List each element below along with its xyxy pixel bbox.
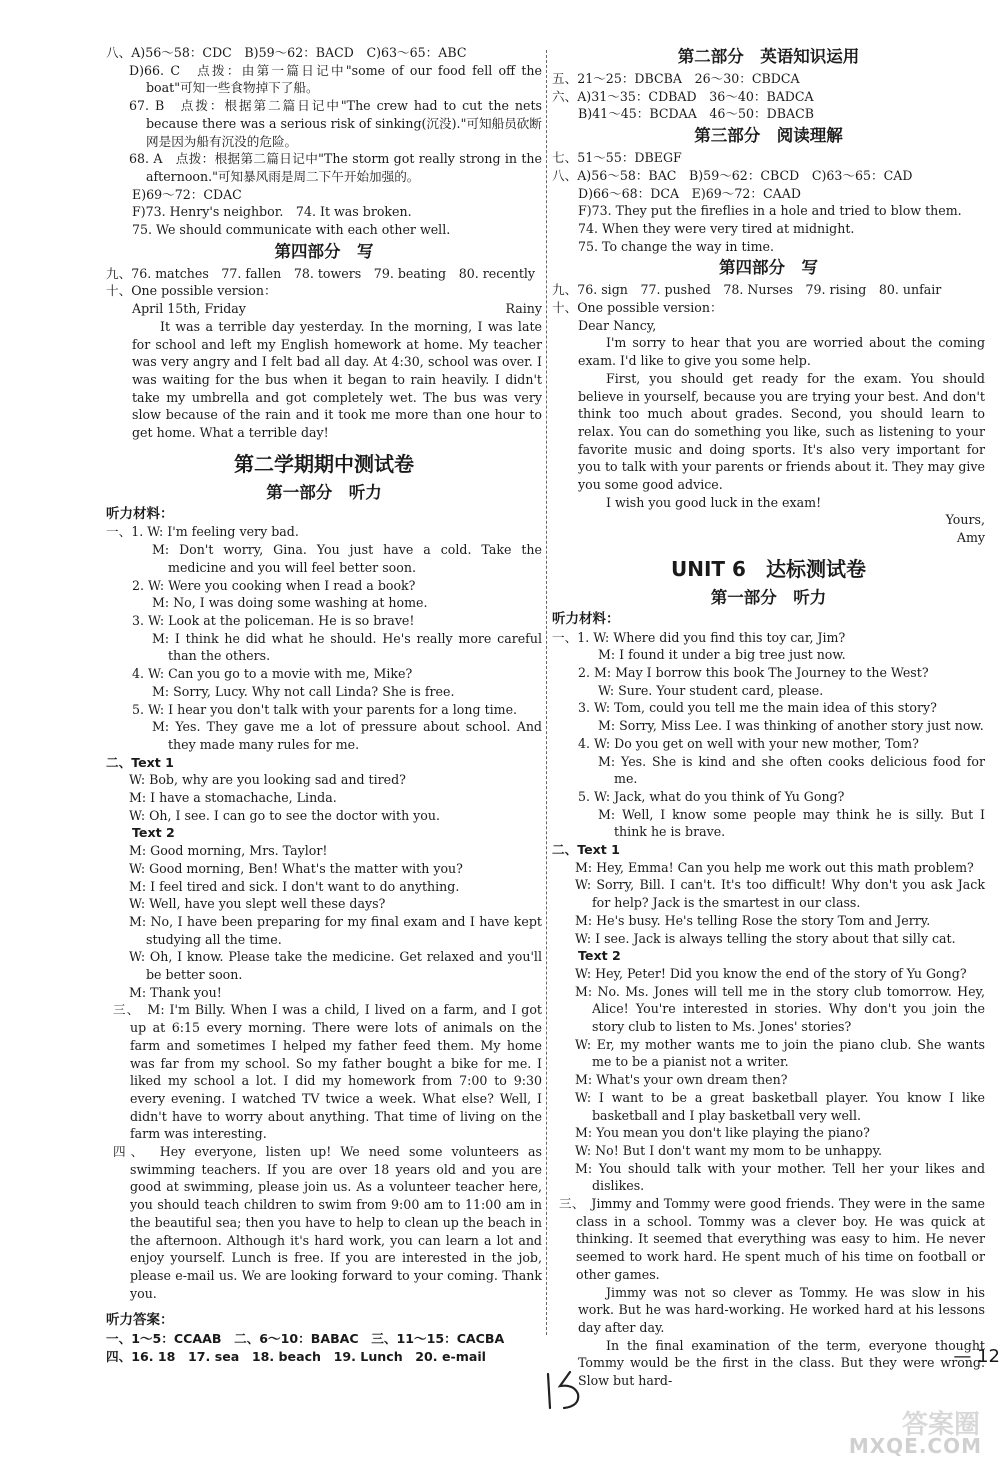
dialogue-line: 3. W: Tom, could you tell me the main idea of this story? bbox=[578, 700, 937, 716]
dialogue-line: W: Hey, Peter! Did you know the end of the story of Yu Gong? bbox=[575, 965, 967, 981]
dialogue-line: M: Yes. They gave me a lot of pressure about school. And they made many rules for me. bbox=[152, 719, 542, 752]
dialogue-line: 5. W: Jack, what do you think of Yu Gong? bbox=[578, 788, 845, 804]
dialogue-line: M: I think he did what he should. He's really more careful than the others. bbox=[152, 630, 542, 664]
dialogue-line: M: I found it under a big tree just now. bbox=[598, 647, 846, 663]
section-title: 第四部分 写 bbox=[719, 258, 818, 278]
diary-date: April 15th, Friday bbox=[132, 301, 246, 317]
letter-greeting: Dear Nancy, bbox=[578, 317, 657, 333]
answer-line: 75. To change the way in time. bbox=[578, 238, 775, 254]
handwritten-mark bbox=[540, 1368, 590, 1416]
answer-line: 四、16. 18 17. sea 18. beach 19. Lunch 20. e-mail bbox=[106, 1348, 486, 1364]
dialogue-line: 2. M: May I borrow this book The Journey to the West? bbox=[578, 664, 929, 680]
answer-line: E)69～72：CDAC bbox=[132, 186, 242, 202]
section-title: 第三部分 阅读理解 bbox=[694, 126, 843, 146]
answer-line: 九、76. matches 77. fallen 78. towers 79. beating 80. recently bbox=[106, 265, 536, 281]
section-title: 第一部分 听力 bbox=[266, 482, 382, 502]
dialogue-line: W: Good morning, Ben! What's the matter with you? bbox=[129, 860, 463, 876]
answer-line: 六、A)31～35：CDBAD 36～40：BADCA bbox=[552, 88, 814, 104]
column-divider bbox=[546, 50, 547, 1335]
page-number: — 12 bbox=[953, 1346, 1000, 1367]
passage: 三、 Jimmy and Tommy were good friends. They were in the same class in a school. Tommy was a clever boy. He was quick at thinking. It seemed that everything was easy to him. He never seemed to work hard. He spent much of his time on football or other games. bbox=[559, 1196, 985, 1282]
dialogue-line: W: Sorry, Bill. I can't. It's too difficult! Why don't you ask Jack for help? Jack is the smartest in our class. bbox=[575, 877, 985, 911]
answer-line: 八、A)56～58：BAC B)59～62：CBCD C)63～65：CAD bbox=[552, 167, 913, 183]
watermark-logo: 答案圈 bbox=[901, 1410, 980, 1440]
answer-line: D)66～68：DCA E)69～72：CAAD bbox=[578, 185, 801, 201]
section-title: 第二部分 英语知识运用 bbox=[677, 47, 860, 66]
listening-label: 听力材料： bbox=[552, 610, 620, 627]
answer-line: F)73. They put the fireflies in a hole and tried to blow them. bbox=[578, 203, 962, 219]
test-title: UNIT 6 达标测试卷 bbox=[671, 556, 866, 581]
answer-line: 68. A 点拨：根据第二篇日记中"The storm got really strong in the afternoon."可知暴风雨是周二下午开始加强的。 bbox=[129, 151, 542, 184]
dialogue-line: M: Thank you! bbox=[129, 984, 222, 1000]
answer-line: 五、21～25：DBCBA 26～30：CBDCA bbox=[552, 71, 800, 86]
dialogue-line: W: Bob, why are you looking sad and tired? bbox=[129, 772, 406, 788]
diary-header bbox=[106, 300, 542, 318]
dialogue-line: M: Good morning, Mrs. Taylor! bbox=[129, 843, 328, 859]
dialogue-line: M: Well, I know some people may think he is silly. But I think he is brave. bbox=[598, 806, 985, 840]
dialogue-line: M: No, I have been preparing for my final exam and I have kept studying all the time. bbox=[129, 913, 542, 947]
answer-line: 七、51～55：DBEGF bbox=[552, 150, 682, 166]
answer-line: B)41～45：BCDAA 46～50：DBACB bbox=[578, 106, 814, 122]
dialogue-line: 一、1. W: Where did you find this toy car, Jim? bbox=[552, 629, 846, 645]
dialogue-line: M: I have a stomachache, Linda. bbox=[129, 790, 337, 806]
dialogue-line: M: Yes. She is kind and she often cooks delicious food for me. bbox=[598, 753, 985, 787]
letter-closing: Yours, bbox=[945, 512, 985, 528]
dialogue-line: W: Well, have you slept well these days? bbox=[129, 896, 386, 912]
dialogue-line: W: I want to be a great basketball player. You know I like basketball and I play basketball very well. bbox=[575, 1089, 985, 1123]
dialogue-line: M: You mean you don't like playing the piano? bbox=[575, 1125, 870, 1141]
answer-line: F)73. Henry's neighbor. 74. It was broken. bbox=[132, 204, 412, 220]
answer-line: 八、A)56～58：CDC B)59～62：BACD C)63～65：ABC bbox=[106, 45, 467, 60]
answer-line: D)66. C 点拨：由第一篇日记中"some of our food fell off the boat"可知一些食物掉下了船。 bbox=[129, 62, 542, 96]
dialogue-line: M: You should talk with your mother. Tell her your likes and dislikes. bbox=[575, 1160, 985, 1194]
dialogue-line: W: No! But I don't want my mom to be unhappy. bbox=[575, 1142, 883, 1158]
dialogue-line: 4. W: Do you get on well with your new mother, Tom? bbox=[578, 735, 919, 751]
passage: 四、 Hey everyone, listen up! We need some volunteers as swimming teachers. If you are over 18 years old and you are good at swimming, please join us. As a volunteer teacher here, you should teach children to swim from 9:00 am to 11:00 am in the beautiful sea; then you have to help to clean up the beach in the afternoon. Although it's hard work, you can learn a lot and enjoy yourself. Lunch is free. If you are interested in the job, please e-mail us. We are looking forward to your coming. Thank you. bbox=[113, 1144, 542, 1301]
dialogue-line: M: Hey, Emma! Can you help me work out this math problem? bbox=[575, 859, 974, 875]
dialogue-line: M: Sorry, Miss Lee. I was thinking of another story just now. bbox=[598, 718, 984, 734]
answer-line: 67. B 点拨：根据第二篇日记中"The crew had to cut the nets because there was a serious risk of sinking(沉没)."可知船员砍断网是因为船有沉没的危险。 bbox=[129, 98, 542, 149]
letter-signature: Amy bbox=[956, 530, 985, 546]
answer-line: 十、One possible version： bbox=[552, 300, 723, 316]
dialogue-line: W: I see. Jack is always telling the story about that silly cat. bbox=[575, 930, 956, 946]
watermark-url: MXQE.COM bbox=[848, 1434, 982, 1458]
answer-line: 74. When they were very tired at midnight. bbox=[578, 220, 855, 236]
answer-line: 75. We should communicate with each other well. bbox=[132, 222, 451, 238]
dialogue-line: M: No. Ms. Jones will tell me in the story club tomorrow. Hey, Alice! You're interested in stories. Why don't you join the story club to listen to Ms. Jones' stories? bbox=[575, 983, 985, 1035]
dialogue-line: W: Sure. Your student card, please. bbox=[598, 682, 824, 698]
test-title: 第二学期期中测试卷 bbox=[234, 451, 414, 476]
section-title: 第四部分 写 bbox=[274, 241, 374, 261]
dialogue-line: W: Er, my mother wants me to join the piano club. She wants me to be a pianist not a writer. bbox=[575, 1036, 985, 1070]
dialogue-line: M: What's your own dream then? bbox=[575, 1072, 788, 1088]
dialogue-line: 2. W: Were you cooking when I read a book? bbox=[132, 577, 416, 593]
diary-weather: Rainy bbox=[505, 301, 542, 317]
right-column bbox=[552, 44, 985, 1390]
letter-paragraph: First, you should get ready for the exam. You should believe in yourself, because you are trying your best. And don't think too much about grades. Second, you should learn to relax. You can do something you like, such as listening to your favorite music and doing sports. It's also very important for you to talk with your parents or friends about it. They may give you some good advice. bbox=[578, 370, 985, 493]
dialogue-line: W: Oh, I see. I can go to see the doctor with you. bbox=[129, 807, 440, 823]
answer-line: 一、1～5：CCAAB 二、6～10：BABAC 三、11～15：CACBA bbox=[106, 1331, 505, 1347]
answers-label: 听力答案： bbox=[106, 1312, 174, 1329]
dialogue-line: M: No, I was doing some washing at home. bbox=[152, 595, 428, 611]
dialogue-line: M: Sorry, Lucy. Why not call Linda? She is free. bbox=[152, 683, 455, 699]
watermark bbox=[832, 1404, 992, 1460]
dialogue-line: M: He's busy. He's telling Rose the story Tom and Jerry. bbox=[575, 912, 931, 928]
dialogue-line: 一、1. W: I'm feeling very bad. bbox=[106, 524, 299, 540]
dialogue-line: W: Oh, I know. Please take the medicine. Get relaxed and you'll be better soon. bbox=[129, 949, 542, 983]
passage: 三、 M: I'm Billy. When I was a child, I lived on a farm, and I got up at 6:15 every morning. There were lots of animals on the farm and sometimes I helped my father feed them. My home was far from my school. So my father bought a bike for me. I liked my school a lot. I did my homework from 7:00 to 9:30 every evening. I watched TV twice a week. What else? Well, I didn't have to worry about anything. That time of living on the farm was interesting. bbox=[113, 1002, 542, 1142]
text-heading: Text 2 bbox=[132, 825, 175, 841]
answer-line: 九、76. sign 77. pushed 78. Nurses 79. rising 80. unfair bbox=[552, 282, 942, 298]
dialogue-line: 3. W: Look at the policeman. He is so brave! bbox=[132, 612, 415, 628]
section-title: 第一部分 听力 bbox=[710, 587, 827, 607]
dialogue-line: M: I feel tired and sick. I don't want to do anything. bbox=[129, 878, 460, 894]
dialogue-line: M: Don't worry, Gina. You just have a cold. Take the medicine and you will feel better soon. bbox=[152, 542, 542, 575]
passage: In the final examination of the term, everyone thought Tommy would be the first in the class. But they were wrong. Slow but hard- bbox=[578, 1337, 985, 1389]
dialogue-line: 4. W: Can you go to a movie with me, Mike? bbox=[132, 666, 413, 682]
text-heading: 二、Text 1 bbox=[552, 842, 620, 858]
listening-label: 听力材料： bbox=[106, 505, 174, 522]
dialogue-line: 5. W: I hear you don't talk with your parents for a long time. bbox=[132, 701, 518, 717]
passage: Jimmy was not so clever as Tommy. He was slow in his work. But he was hard-working. He worked hard at his lessons day after day. bbox=[578, 1284, 985, 1335]
letter-paragraph: I wish you good luck in the exam! bbox=[606, 494, 822, 510]
answer-line: 十、One possible version： bbox=[106, 283, 277, 299]
diary-body: It was a terrible day yesterday. In the morning, I was late for school and left my English homework at home. My teacher was very angry and I felt bad all day. At 4:30, school was over. I was waiting for the bus when it began to rain heavily. I didn't take my umbrella and got completely wet. The bus was very slow because of the rain and it took me more than one hour to get home. What a terrible day! bbox=[132, 318, 542, 441]
letter-paragraph: I'm sorry to hear that you are worried about the coming exam. I'd like to give you some help. bbox=[578, 335, 985, 369]
left-column bbox=[106, 44, 542, 1366]
handwritten-15-icon bbox=[540, 1368, 590, 1412]
text-heading: Text 2 bbox=[578, 948, 621, 964]
text-heading: 二、Text 1 bbox=[106, 754, 174, 770]
